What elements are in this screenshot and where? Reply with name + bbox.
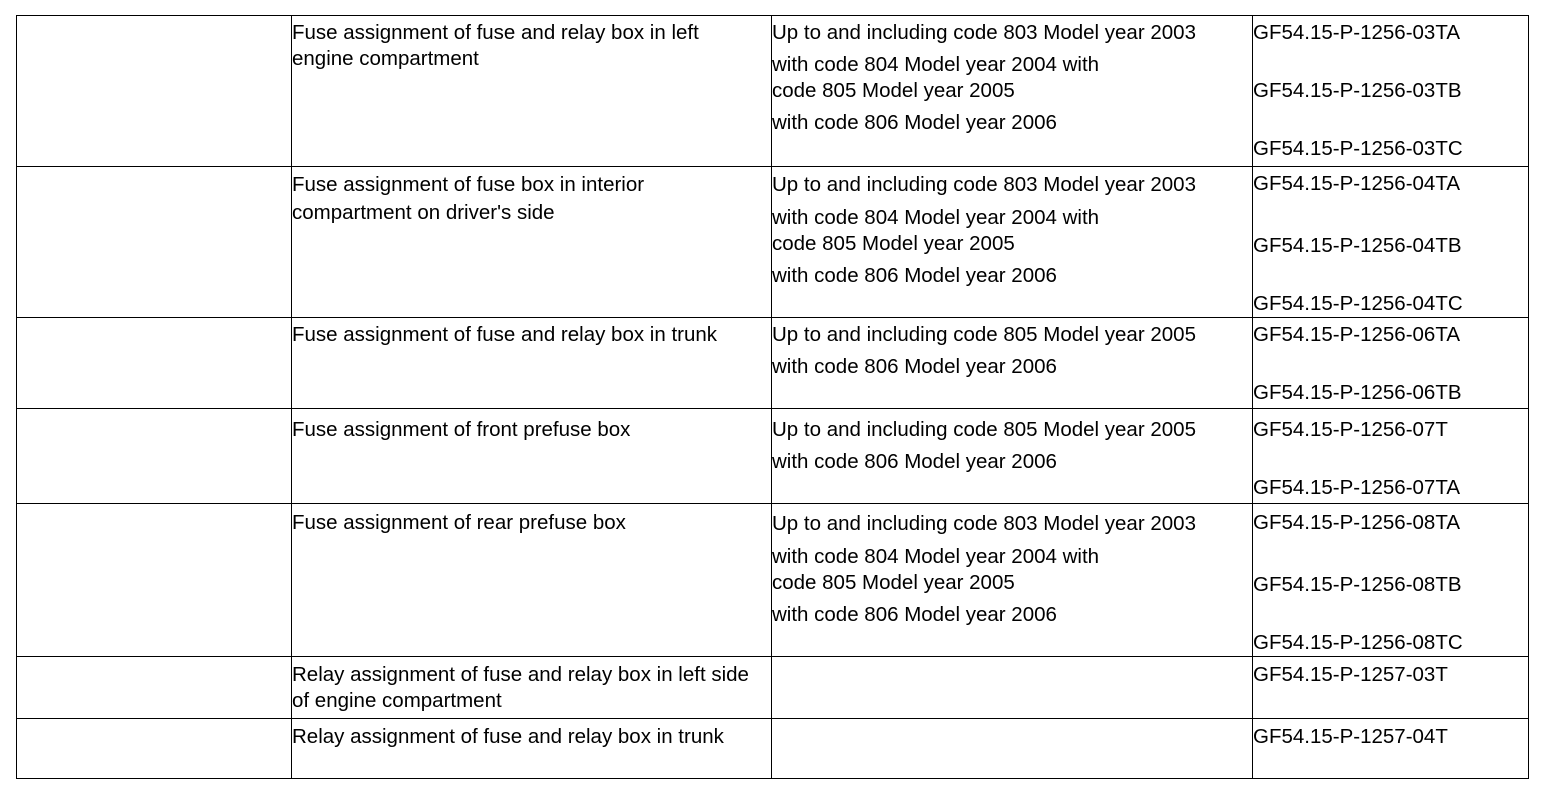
document-cell (1253, 657, 1529, 719)
empty-cell (17, 657, 292, 719)
condition-text: Up to and including code 803 Model year 2003 (772, 21, 1196, 44)
description-text: Fuse assignment of fuse and relay box in left engine compartment (292, 21, 699, 70)
table-row (17, 657, 1529, 719)
condition-cell (772, 318, 1253, 409)
document-cell (1253, 167, 1529, 318)
document-cell (1253, 318, 1529, 409)
table-row (17, 504, 1529, 657)
empty-cell (17, 16, 292, 167)
description-text: Fuse assignment of fuse box in interior compartment on driver's side (292, 173, 645, 224)
table-row (17, 409, 1529, 504)
document-cell (1253, 719, 1529, 779)
condition-cell (772, 409, 1253, 504)
condition-text: with code 806 Model year 2006 (772, 111, 1057, 134)
document-link[interactable]: GF54.15-P-1257-04T (1253, 725, 1448, 748)
description-cell (292, 504, 772, 657)
table-row (17, 318, 1529, 409)
document-cell (1253, 16, 1529, 167)
document-link[interactable]: GF54.15-P-1257-03T (1253, 663, 1448, 686)
table-row (17, 167, 1529, 318)
condition-text: with code 806 Model year 2006 (772, 355, 1057, 378)
condition-cell (772, 719, 1253, 779)
description-text: Fuse assignment of front prefuse box (292, 418, 631, 441)
empty-cell (17, 167, 292, 318)
fuse-assignment-table (16, 15, 1529, 779)
empty-cell (17, 504, 292, 657)
description-text: Fuse assignment of rear prefuse box (292, 511, 626, 534)
description-text: Fuse assignment of fuse and relay box in trunk (292, 323, 718, 346)
condition-cell (772, 167, 1253, 318)
description-cell (292, 657, 772, 719)
document-link[interactable]: GF54.15-P-1256-08TB (1253, 573, 1462, 596)
condition-text: Up to and including code 805 Model year 2005 (772, 418, 1196, 441)
condition-text: with code 806 Model year 2006 (772, 450, 1057, 473)
description-cell (292, 16, 772, 167)
document-cell (1253, 409, 1529, 504)
document-link[interactable]: GF54.15-P-1256-07TA (1253, 476, 1461, 499)
document-link[interactable]: GF54.15-P-1256-04TA (1253, 172, 1461, 195)
document-link[interactable]: GF54.15-P-1256-06TB (1253, 381, 1462, 404)
condition-text: with code 806 Model year 2006 (772, 264, 1057, 287)
table-row (17, 16, 1529, 167)
document-cell (1253, 504, 1529, 657)
table-row (17, 719, 1529, 779)
document-link[interactable]: GF54.15-P-1256-08TA (1253, 511, 1461, 534)
description-cell (292, 318, 772, 409)
empty-cell (17, 719, 292, 779)
document-link[interactable]: GF54.15-P-1256-06TA (1253, 323, 1461, 346)
description-cell (292, 409, 772, 504)
document-link[interactable]: GF54.15-P-1256-04TB (1253, 234, 1462, 257)
document-link[interactable]: GF54.15-P-1256-08TC (1253, 631, 1463, 654)
condition-cell (772, 504, 1253, 657)
condition-text: Up to and including code 805 Model year 2005 (772, 323, 1196, 346)
description-text: Relay assignment of fuse and relay box in left side of engine compartment (292, 663, 749, 712)
condition-cell (772, 16, 1253, 167)
condition-text: Up to and including code 803 Model year 2003 (772, 512, 1196, 535)
empty-cell (17, 318, 292, 409)
condition-text: with code 804 Model year 2004 with code 805 Model year 2005 (772, 53, 1100, 102)
condition-cell (772, 657, 1253, 719)
condition-text: with code 804 Model year 2004 with code 805 Model year 2005 (772, 206, 1100, 255)
description-cell (292, 719, 772, 779)
condition-text: Up to and including code 803 Model year 2003 (772, 173, 1196, 196)
document-link[interactable]: GF54.15-P-1256-03TB (1253, 79, 1462, 102)
description-text: Relay assignment of fuse and relay box in trunk (292, 725, 724, 748)
document-link[interactable]: GF54.15-P-1256-03TC (1253, 137, 1463, 160)
document-link[interactable]: GF54.15-P-1256-03TA (1253, 21, 1461, 44)
empty-cell (17, 409, 292, 504)
condition-text: with code 804 Model year 2004 with code 805 Model year 2005 (772, 545, 1100, 594)
description-cell (292, 167, 772, 318)
document-link[interactable]: GF54.15-P-1256-07T (1253, 418, 1448, 441)
document-link[interactable]: GF54.15-P-1256-04TC (1253, 292, 1463, 315)
condition-text: with code 806 Model year 2006 (772, 603, 1057, 626)
